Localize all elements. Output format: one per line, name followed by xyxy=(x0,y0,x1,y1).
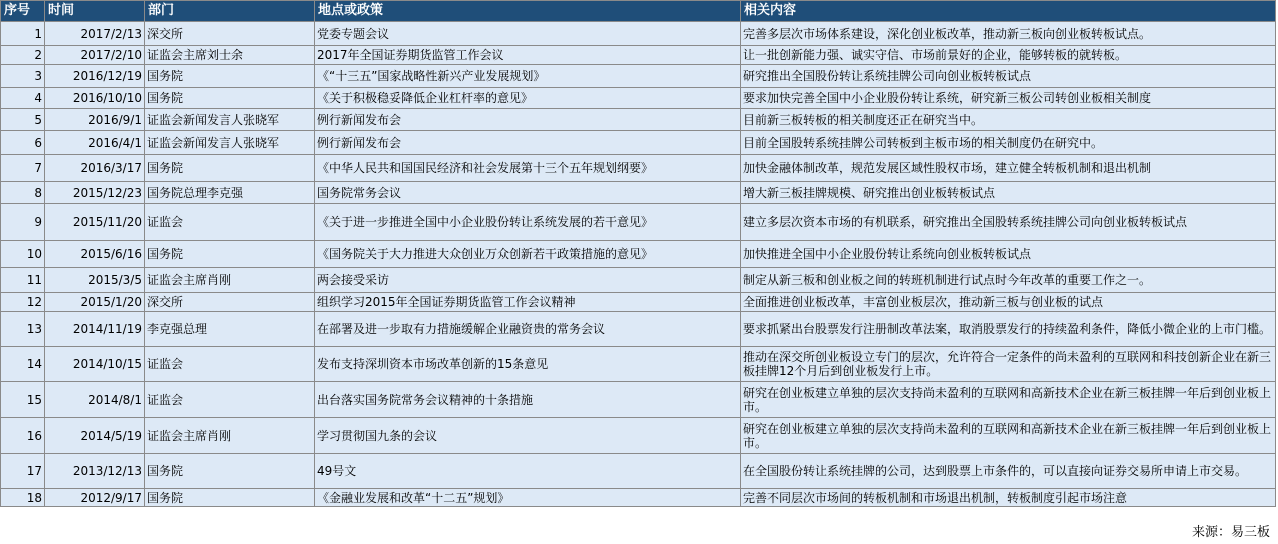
table-row xyxy=(1,347,1276,382)
cell-index: 16 xyxy=(1,418,45,454)
cell-place-policy: 出台落实国务院常务会议精神的十条措施 xyxy=(315,382,741,418)
cell-index: 9 xyxy=(1,204,45,241)
cell-content: 加快推进全国中小企业股份转让系统向创业板转板试点 xyxy=(741,241,1276,268)
cell-place-policy: 《国务院关于大力推进大众创业万众创新若干政策措施的意见》 xyxy=(315,241,741,268)
table-row xyxy=(1,418,1276,454)
cell-department: 深交所 xyxy=(145,293,315,312)
cell-index: 2 xyxy=(1,46,45,65)
cell-department: 证监会新闻发言人张晓军 xyxy=(145,131,315,155)
table-row xyxy=(1,131,1276,155)
cell-place-policy: 《“十三五”国家战略性新兴产业发展规划》 xyxy=(315,65,741,88)
cell-date: 2016/4/1 xyxy=(45,131,145,155)
cell-content: 要求抓紧出台股票发行注册制改革法案，取消股票发行的持续盈利条件，降低小微企业的上市门槛。 xyxy=(741,312,1276,347)
cell-date: 2015/12/23 xyxy=(45,182,145,204)
cell-content: 目前新三板转板的相关制度还正在研究当中。 xyxy=(741,109,1276,131)
cell-department: 国务院总理李克强 xyxy=(145,182,315,204)
cell-place-policy: 在部署及进一步取有力措施缓解企业融资贵的常务会议 xyxy=(315,312,741,347)
header-date: 时间 xyxy=(45,1,145,22)
cell-index: 8 xyxy=(1,182,45,204)
table-row xyxy=(1,182,1276,204)
cell-content: 研究推出全国股份转让系统挂牌公司向创业板转板试点 xyxy=(741,65,1276,88)
cell-index: 7 xyxy=(1,155,45,182)
cell-index: 6 xyxy=(1,131,45,155)
cell-place-policy: 国务院常务会议 xyxy=(315,182,741,204)
cell-content: 加快金融体制改革，规范发展区域性股权市场，建立健全转板机制和退出机制 xyxy=(741,155,1276,182)
cell-content: 让一批创新能力强、诚实守信、市场前景好的企业，能够转板的就转板。 xyxy=(741,46,1276,65)
cell-place-policy: 例行新闻发布会 xyxy=(315,131,741,155)
table-row xyxy=(1,454,1276,489)
cell-department: 国务院 xyxy=(145,155,315,182)
cell-department: 证监会 xyxy=(145,204,315,241)
cell-department: 国务院 xyxy=(145,489,315,507)
table-row xyxy=(1,109,1276,131)
cell-department: 证监会主席肖刚 xyxy=(145,268,315,293)
cell-place-policy: 组织学习2015年全国证券期货监管工作会议精神 xyxy=(315,293,741,312)
cell-date: 2015/3/5 xyxy=(45,268,145,293)
cell-department: 国务院 xyxy=(145,65,315,88)
table-row xyxy=(1,88,1276,109)
table-row xyxy=(1,268,1276,293)
cell-content: 在全国股份转让系统挂牌的公司，达到股票上市条件的，可以直接向证券交易所申请上市交易。 xyxy=(741,454,1276,489)
header-content: 相关内容 xyxy=(741,1,1276,22)
cell-index: 3 xyxy=(1,65,45,88)
table-row xyxy=(1,312,1276,347)
table-row xyxy=(1,293,1276,312)
cell-place-policy: 两会接受采访 xyxy=(315,268,741,293)
table-row xyxy=(1,204,1276,241)
cell-content: 制定从新三板和创业板之间的转班机制进行试点时今年改革的重要工作之一。 xyxy=(741,268,1276,293)
cell-date: 2017/2/10 xyxy=(45,46,145,65)
cell-index: 11 xyxy=(1,268,45,293)
cell-place-policy: 党委专题会议 xyxy=(315,22,741,46)
cell-content: 推动在深交所创业板设立专门的层次，允许符合一定条件的尚未盈利的互联网和科技创新企业在新三板挂牌12个月后到创业板发行上市。 xyxy=(741,347,1276,382)
cell-place-policy: 49号文 xyxy=(315,454,741,489)
cell-index: 15 xyxy=(1,382,45,418)
cell-place-policy: 《中华人民共和国国民经济和社会发展第十三个五年规划纲要》 xyxy=(315,155,741,182)
cell-place-policy: 例行新闻发布会 xyxy=(315,109,741,131)
cell-department: 证监会主席肖刚 xyxy=(145,418,315,454)
table-row xyxy=(1,489,1276,507)
cell-date: 2016/3/17 xyxy=(45,155,145,182)
cell-date: 2015/6/16 xyxy=(45,241,145,268)
table-header-row xyxy=(1,1,1276,22)
cell-index: 18 xyxy=(1,489,45,507)
cell-date: 2015/1/20 xyxy=(45,293,145,312)
cell-date: 2014/5/19 xyxy=(45,418,145,454)
cell-date: 2016/10/10 xyxy=(45,88,145,109)
cell-content: 目前全国股转系统挂牌公司转板到主板市场的相关制度仍在研究中。 xyxy=(741,131,1276,155)
cell-date: 2015/11/20 xyxy=(45,204,145,241)
cell-content: 建立多层次资本市场的有机联系，研究推出全国股转系统挂牌公司向创业板转板试点 xyxy=(741,204,1276,241)
table-row xyxy=(1,65,1276,88)
cell-place-policy: 发布支持深圳资本市场改革创新的15条意见 xyxy=(315,347,741,382)
cell-place-policy: 《关于进一步推进全国中小企业股份转让系统发展的若干意见》 xyxy=(315,204,741,241)
cell-date: 2014/11/19 xyxy=(45,312,145,347)
cell-date: 2016/9/1 xyxy=(45,109,145,131)
table-row xyxy=(1,241,1276,268)
cell-index: 4 xyxy=(1,88,45,109)
cell-department: 李克强总理 xyxy=(145,312,315,347)
table-row xyxy=(1,22,1276,46)
cell-place-policy: 学习贯彻国九条的会议 xyxy=(315,418,741,454)
cell-date: 2014/8/1 xyxy=(45,382,145,418)
cell-place-policy: 2017年全国证券期货监管工作会议 xyxy=(315,46,741,65)
cell-content: 增大新三板挂牌规模、研究推出创业板转板试点 xyxy=(741,182,1276,204)
header-index: 序号 xyxy=(1,1,45,22)
cell-date: 2016/12/19 xyxy=(45,65,145,88)
cell-date: 2014/10/15 xyxy=(45,347,145,382)
table-row xyxy=(1,382,1276,418)
cell-content: 研究在创业板建立单独的层次支持尚未盈利的互联网和高新技术企业在新三板挂牌一年后到创业板上市。 xyxy=(741,418,1276,454)
cell-department: 证监会新闻发言人张晓军 xyxy=(145,109,315,131)
table-row xyxy=(1,155,1276,182)
cell-content: 全面推进创业板改革，丰富创业板层次，推动新三板与创业板的试点 xyxy=(741,293,1276,312)
table-body xyxy=(1,22,1276,507)
header-department: 部门 xyxy=(145,1,315,22)
cell-department: 深交所 xyxy=(145,22,315,46)
cell-department: 国务院 xyxy=(145,241,315,268)
header-place-policy: 地点或政策 xyxy=(315,1,741,22)
cell-department: 国务院 xyxy=(145,88,315,109)
cell-date: 2012/9/17 xyxy=(45,489,145,507)
cell-index: 10 xyxy=(1,241,45,268)
cell-content: 研究在创业板建立单独的层次支持尚未盈利的互联网和高新技术企业在新三板挂牌一年后到创业板上市。 xyxy=(741,382,1276,418)
cell-index: 14 xyxy=(1,347,45,382)
cell-place-policy: 《关于积极稳妥降低企业杠杆率的意见》 xyxy=(315,88,741,109)
cell-index: 5 xyxy=(1,109,45,131)
source-note: 来源：易三板 xyxy=(1191,525,1270,540)
cell-content: 要求加快完善全国中小企业股份转让系统，研究新三板公司转创业板相关制度 xyxy=(741,88,1276,109)
table-row xyxy=(1,46,1276,65)
cell-index: 17 xyxy=(1,454,45,489)
cell-index: 13 xyxy=(1,312,45,347)
cell-department: 证监会主席刘士余 xyxy=(145,46,315,65)
cell-content: 完善不同层次市场间的转板机制和市场退出机制，转板制度引起市场注意 xyxy=(741,489,1276,507)
cell-content: 完善多层次市场体系建设，深化创业板改革，推动新三板向创业板转板试点。 xyxy=(741,22,1276,46)
cell-place-policy: 《金融业发展和改革“十二五”规划》 xyxy=(315,489,741,507)
cell-date: 2017/2/13 xyxy=(45,22,145,46)
cell-index: 12 xyxy=(1,293,45,312)
cell-department: 国务院 xyxy=(145,454,315,489)
cell-department: 证监会 xyxy=(145,347,315,382)
cell-date: 2013/12/13 xyxy=(45,454,145,489)
cell-department: 证监会 xyxy=(145,382,315,418)
cell-index: 1 xyxy=(1,22,45,46)
